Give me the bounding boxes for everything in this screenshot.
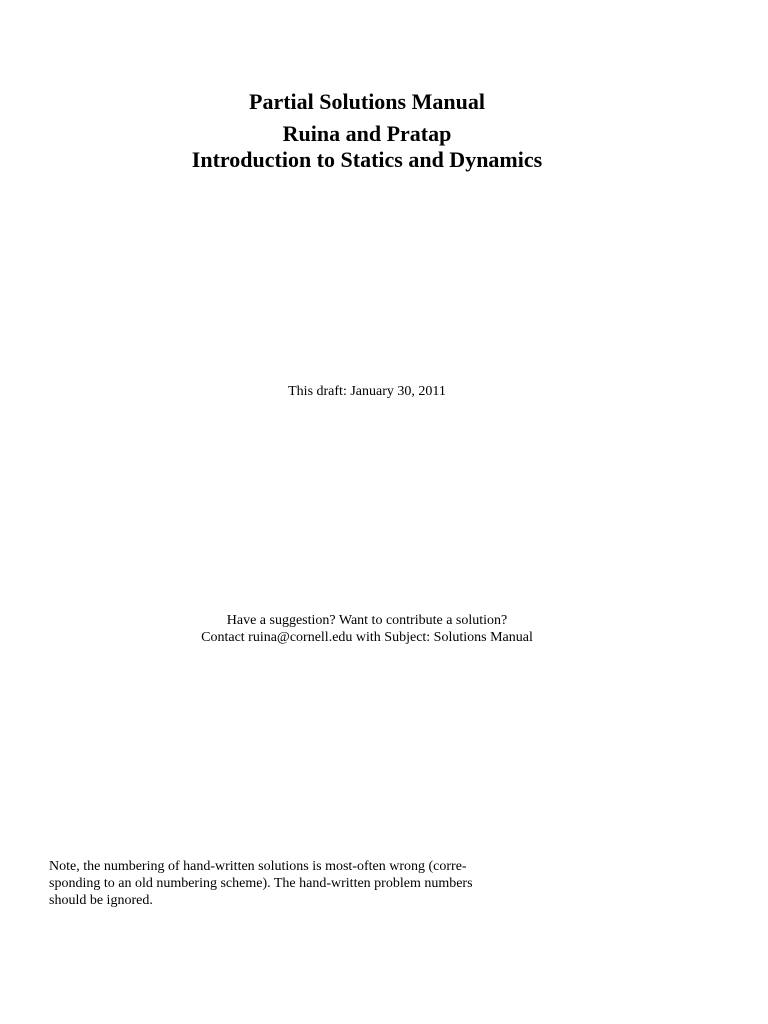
contact-block (0, 612, 734, 646)
page-title: Partial Solutions Manual (249, 89, 485, 114)
draft-date-text: This draft: January 30, 2011 (288, 384, 446, 399)
book-title-heading: Introduction to Statics and Dynamics (191, 147, 543, 172)
authors-heading: Ruina and Pratap (282, 121, 452, 146)
note-line: Note, the numbering of hand-written solutions is most-often wrong (corre- (49, 859, 467, 874)
note-line: sponding to an old numbering scheme). The hand-written problem numbers (49, 876, 473, 891)
numbering-note (49, 858, 473, 909)
contact-email-line: Contact ruina@cornell.edu with Subject: Solutions Manual (201, 630, 533, 645)
contact-suggestion-line: Have a suggestion? Want to contribute a solution? (226, 613, 508, 628)
note-line: should be ignored. (49, 893, 153, 908)
